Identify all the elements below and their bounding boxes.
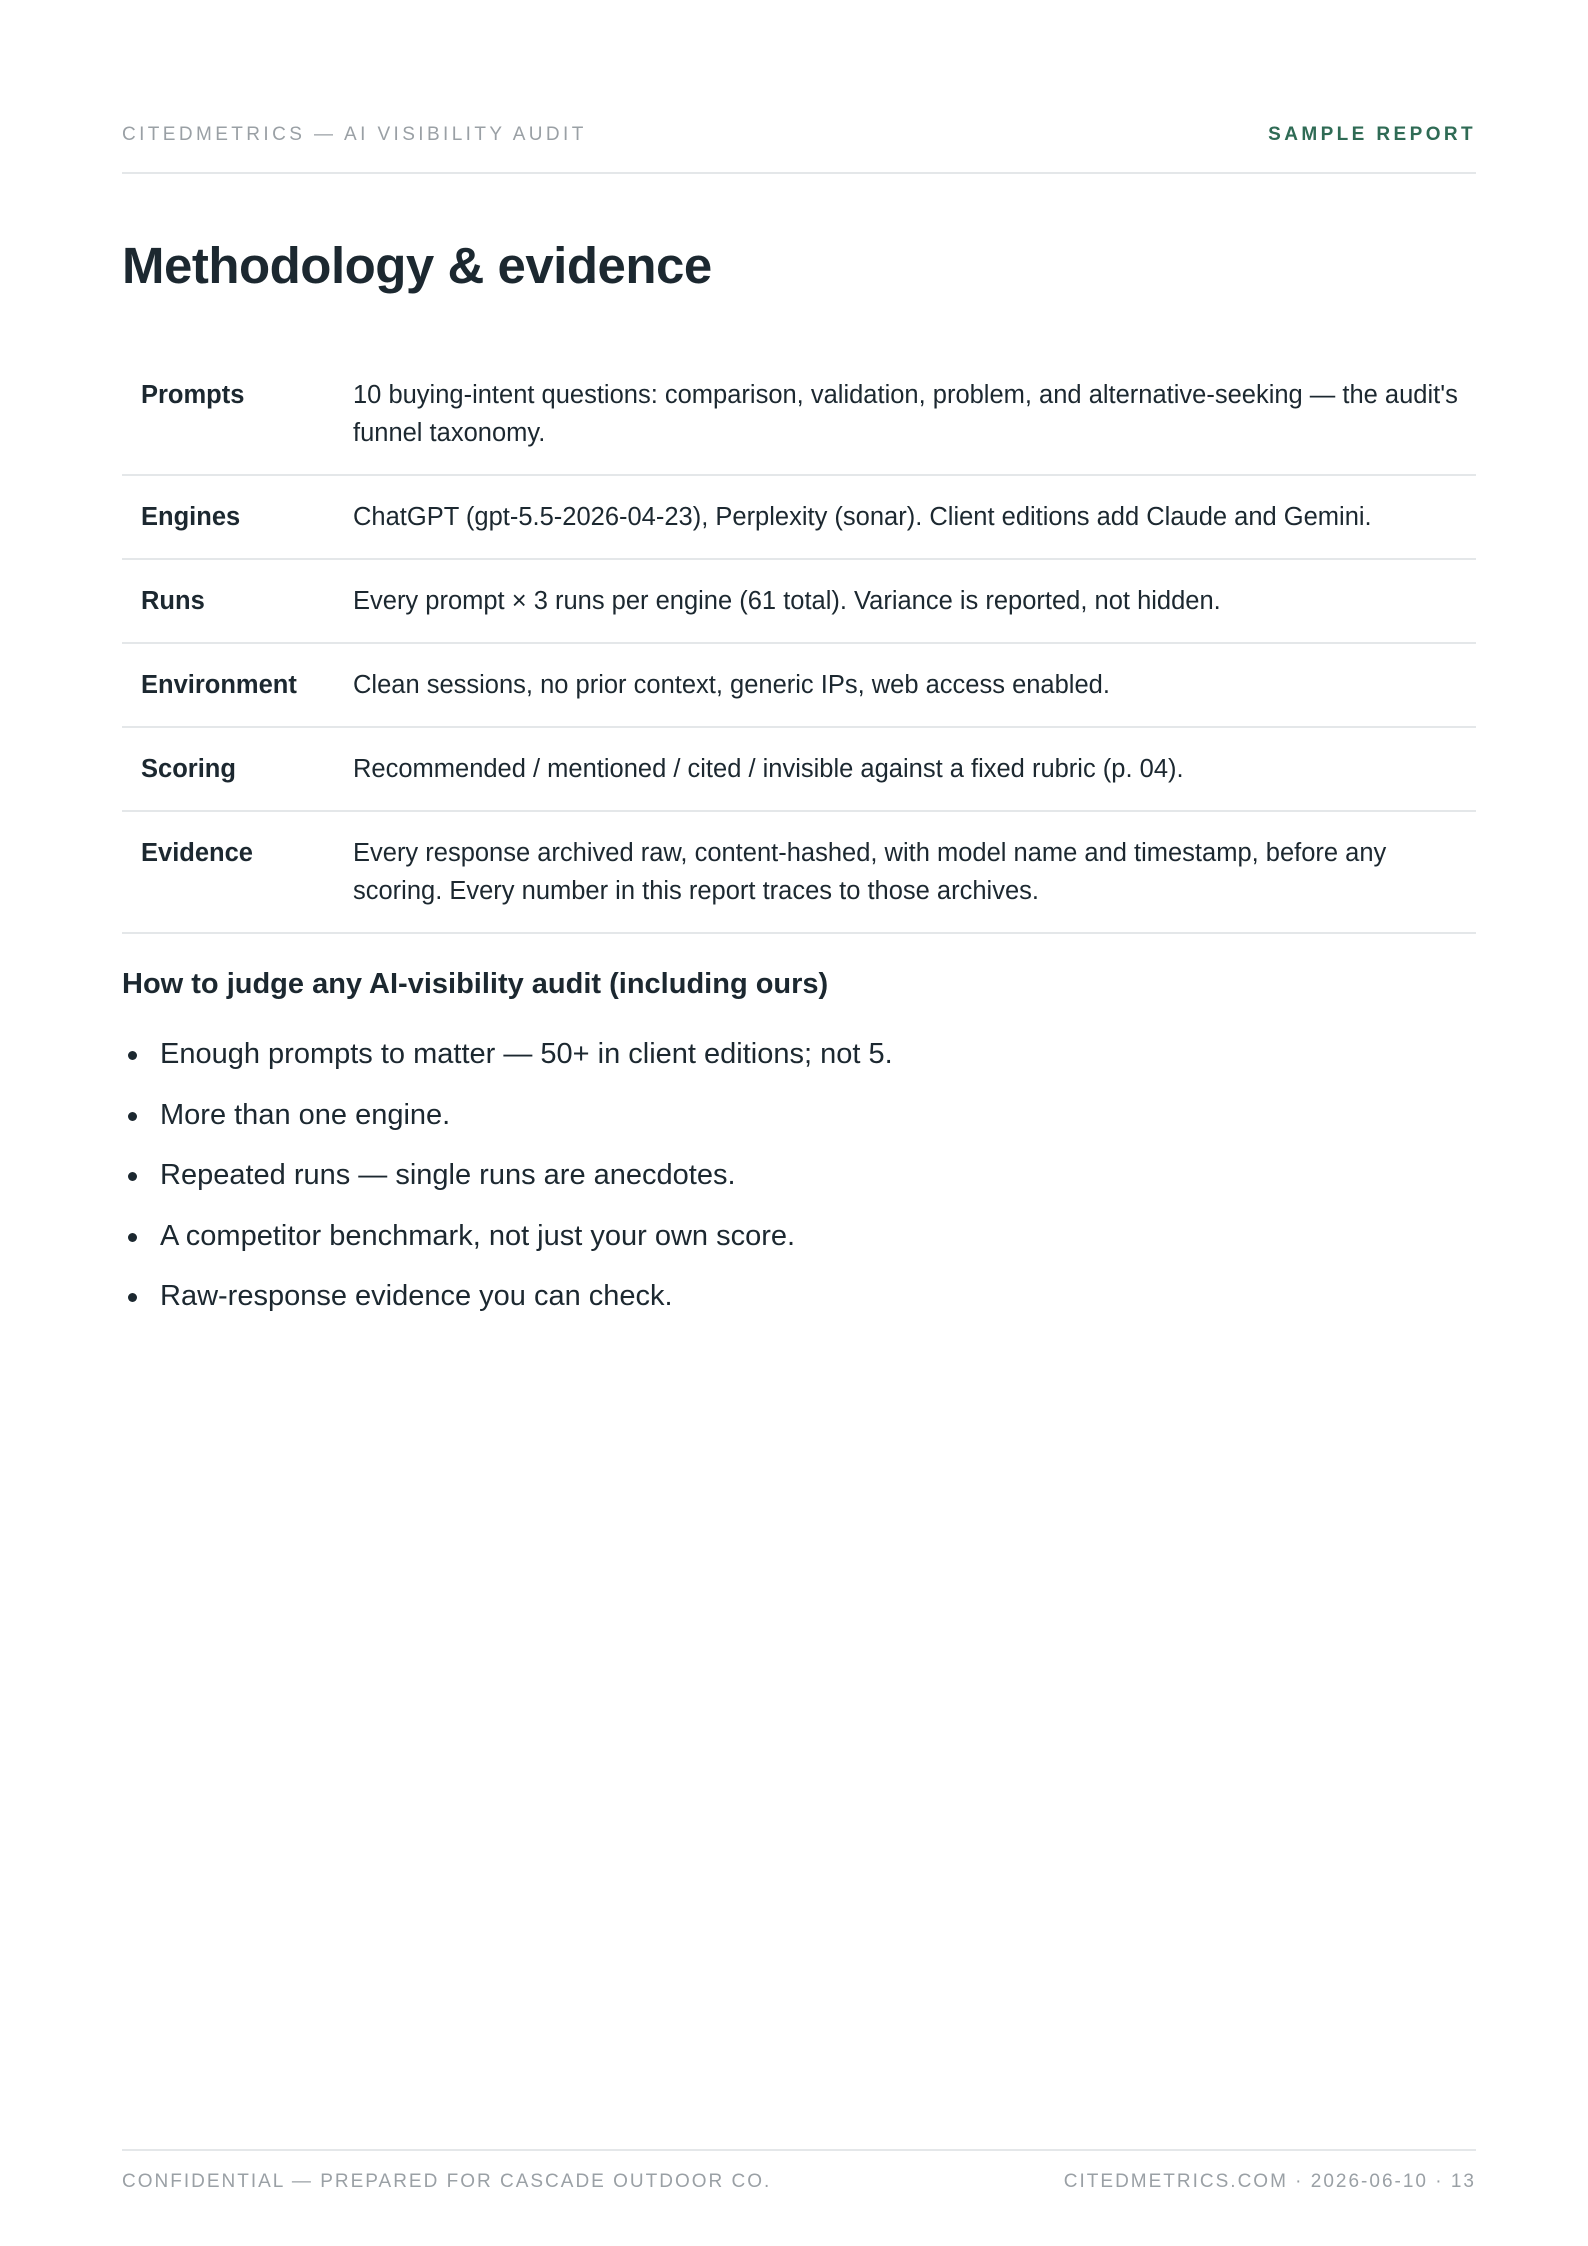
bullet-icon xyxy=(128,1233,137,1242)
row-label: Environment xyxy=(122,643,353,727)
methodology-table xyxy=(122,354,1476,934)
page-footer xyxy=(122,2149,1476,2209)
footer-confidential: CONFIDENTIAL — PREPARED FOR CASCADE OUTDOOR CO. xyxy=(122,2171,772,2192)
list-item-text: More than one engine. xyxy=(160,1098,451,1131)
list-item xyxy=(122,1151,893,1212)
page-header xyxy=(122,124,1476,174)
row-value: Clean sessions, no prior context, generic IPs, web access enabled. xyxy=(353,643,1476,727)
table-row xyxy=(122,811,1476,933)
list-item xyxy=(122,1272,893,1333)
bullet-icon xyxy=(128,1112,137,1121)
table-row xyxy=(122,559,1476,643)
list-item-text: Raw-response evidence you can check. xyxy=(160,1280,673,1312)
header-brand: CITEDMETRICS — AI VISIBILITY AUDIT xyxy=(122,124,587,145)
table-row xyxy=(122,727,1476,811)
header-report-type: SAMPLE REPORT xyxy=(1268,124,1476,145)
footer-site-date-page: CITEDMETRICS.COM · 2026-06-10 · 13 xyxy=(1063,2171,1476,2192)
list-item-text: Repeated runs — single runs are anecdotes. xyxy=(160,1159,736,1191)
page-title: Methodology & evidence xyxy=(122,237,712,294)
row-value: Every prompt × 3 runs per engine (61 total). Variance is reported, not hidden. xyxy=(353,559,1476,643)
table-row xyxy=(122,643,1476,727)
judge-heading: How to judge any AI-visibility audit (including ours) xyxy=(122,968,829,1000)
row-label: Prompts xyxy=(122,354,353,475)
criteria-list xyxy=(122,1030,893,1333)
bullet-icon xyxy=(128,1051,137,1060)
table-row xyxy=(122,354,1476,475)
row-value: ChatGPT (gpt-5.5-2026-04-23), Perplexity (sonar). Client editions add Claude and Gemini. xyxy=(353,475,1476,559)
list-item xyxy=(122,1030,893,1091)
row-value: Recommended / mentioned / cited / invisible against a fixed rubric (p. 04). xyxy=(353,727,1476,811)
list-item xyxy=(122,1091,893,1152)
list-item-text: A competitor benchmark, not just your own score. xyxy=(160,1219,796,1252)
report-page xyxy=(122,0,1476,2246)
list-item xyxy=(122,1212,893,1273)
list-item-text: Enough prompts to matter — 50+ in client editions; not 5. xyxy=(160,1038,893,1070)
bullet-icon xyxy=(128,1172,137,1181)
row-value: Every response archived raw, content-hashed, with model name and timestamp, before any scoring. Every number in this report traces to those archives. xyxy=(353,811,1476,933)
row-label: Scoring xyxy=(122,727,353,811)
row-label: Evidence xyxy=(122,811,353,933)
row-label: Runs xyxy=(122,559,353,643)
bullet-icon xyxy=(128,1293,137,1302)
row-label: Engines xyxy=(122,475,353,559)
row-value: 10 buying-intent questions: comparison, validation, problem, and alternative-seeking — the audit's funnel taxonomy. xyxy=(353,354,1476,475)
table-row xyxy=(122,475,1476,559)
